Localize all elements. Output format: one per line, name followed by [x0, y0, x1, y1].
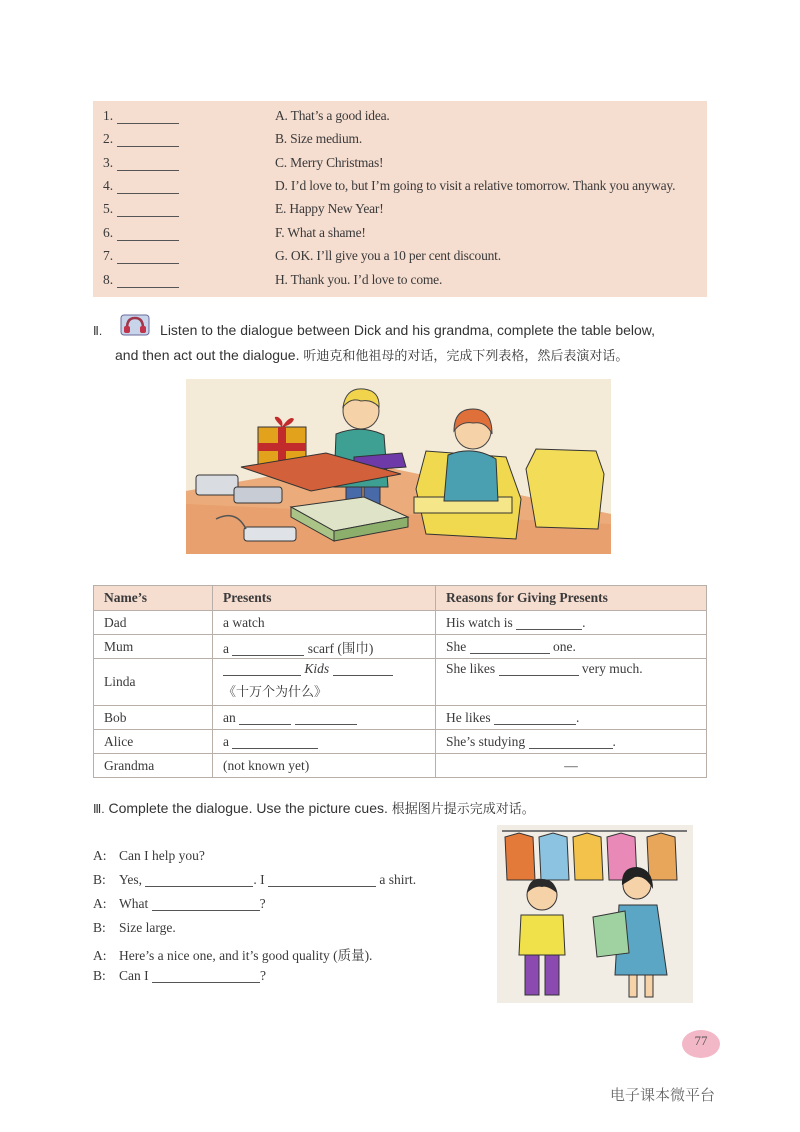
dialogue-line: A: Here’s a nice one, and it’s good quality (质量).	[93, 948, 373, 963]
answer-blank[interactable]	[470, 639, 550, 654]
table-row	[94, 706, 707, 730]
answer-blank[interactable]	[223, 661, 301, 676]
listening-headphone-icon	[118, 312, 152, 338]
answer-blank[interactable]	[333, 661, 393, 676]
answer-blank[interactable]	[239, 710, 291, 725]
row-reason: She’s studying .	[436, 730, 707, 754]
answer-blank[interactable]	[529, 734, 613, 749]
answer-blank[interactable]	[117, 131, 179, 147]
dialogue-line: A: Can I help you?	[93, 848, 205, 863]
table-row	[94, 611, 707, 635]
section-3-title	[93, 798, 535, 817]
option-text: B. Size medium.	[275, 131, 362, 146]
row-reason: He likes .	[436, 706, 707, 730]
answer-blank[interactable]	[268, 872, 376, 887]
item-number: 8.	[103, 268, 179, 291]
answer-blank[interactable]	[145, 872, 253, 887]
answer-blank[interactable]	[117, 178, 179, 194]
item-number: 1.	[103, 104, 179, 127]
instruction-line-2-chinese: 听迪克和他祖母的对话，完成下列表格，然后表演对话。	[303, 348, 629, 363]
match-row	[93, 104, 707, 127]
answer-blank[interactable]	[295, 710, 357, 725]
match-row	[93, 244, 707, 267]
answer-blank[interactable]	[117, 272, 179, 288]
section-2-numeral: Ⅱ.	[93, 324, 103, 338]
table-row	[94, 635, 707, 659]
row-name: Bob	[94, 706, 213, 730]
row-present: a watch	[213, 611, 436, 635]
answer-blank[interactable]	[117, 201, 179, 217]
match-row	[93, 127, 707, 150]
option-text: D. I’d love to, but I’m going to visit a relative tomorrow. Thank you anyway.	[275, 178, 676, 193]
shirt-shop-illustration	[497, 825, 693, 1003]
match-row	[93, 268, 707, 291]
table-row	[94, 659, 707, 706]
row-reason: She one.	[436, 635, 707, 659]
item-number: 5.	[103, 197, 179, 220]
dialogue-line: B: Can I ?	[93, 968, 266, 983]
row-present: Kids 《十万个为什么》	[213, 659, 436, 706]
dialogue-line: A: What ?	[93, 896, 266, 911]
instruction-line-1: Listen to the dialogue between Dick and his grandma, complete the table below,	[160, 322, 656, 338]
row-present: (not known yet)	[213, 754, 436, 778]
answer-blank[interactable]	[117, 225, 179, 241]
row-name: Alice	[94, 730, 213, 754]
row-name: Mum	[94, 635, 213, 659]
answer-blank[interactable]	[117, 108, 179, 124]
shirt-shop-drawing	[497, 825, 693, 1003]
gift-scene-drawing	[186, 379, 611, 554]
row-name: Linda	[94, 659, 213, 706]
item-number: 4.	[103, 174, 179, 197]
item-number: 6.	[103, 221, 179, 244]
item-number: 7.	[103, 244, 179, 267]
option-text: C. Merry Christmas!	[275, 155, 384, 170]
match-row	[93, 151, 707, 174]
row-reason: His watch is .	[436, 611, 707, 635]
item-number: 3.	[103, 151, 179, 174]
header-name: Name’s	[94, 586, 213, 611]
header-presents: Presents	[213, 586, 436, 611]
header-reasons: Reasons for Giving Presents	[436, 586, 707, 611]
section-3-instruction-chinese: 根据图片提示完成对话。	[391, 801, 535, 816]
table-row	[94, 754, 707, 778]
table-header-row	[94, 586, 707, 611]
answer-blank[interactable]	[152, 896, 260, 911]
item-number: 2.	[103, 127, 179, 150]
section-2-instructions	[93, 318, 723, 368]
row-name: Grandma	[94, 754, 213, 778]
row-present: an	[213, 706, 436, 730]
match-row	[93, 197, 707, 220]
matching-exercise-box	[93, 101, 707, 297]
match-row	[93, 221, 707, 244]
match-row	[93, 174, 707, 197]
page-number: 77	[682, 1030, 720, 1058]
table-row	[94, 730, 707, 754]
row-present: a scarf (围巾)	[213, 635, 436, 659]
option-text: A. That’s a good idea.	[275, 108, 390, 123]
option-text: E. Happy New Year!	[275, 201, 384, 216]
answer-blank[interactable]	[494, 710, 576, 725]
row-name: Dad	[94, 611, 213, 635]
option-text: G. OK. I’ll give you a 10 per cent discount.	[275, 248, 501, 263]
answer-blank[interactable]	[117, 248, 179, 264]
presents-table	[93, 585, 707, 778]
instruction-line-2: and then act out the dialogue.	[115, 347, 300, 363]
answer-blank[interactable]	[152, 968, 260, 983]
section-3-instruction: Complete the dialogue. Use the picture cues.	[108, 800, 388, 816]
row-present: a	[213, 730, 436, 754]
section-3-numeral: Ⅲ.	[93, 802, 105, 816]
row-reason: She likes very much.	[436, 659, 707, 706]
answer-blank[interactable]	[516, 615, 582, 630]
watermark-text: 电子课本微平台	[610, 1086, 716, 1104]
gift-scene-illustration	[186, 379, 611, 554]
answer-blank[interactable]	[499, 661, 579, 676]
row-reason: —	[436, 754, 707, 778]
answer-blank[interactable]	[232, 641, 304, 656]
option-text: H. Thank you. I’d love to come.	[275, 272, 443, 287]
answer-blank[interactable]	[232, 734, 318, 749]
answer-blank[interactable]	[117, 155, 179, 171]
option-text: F. What a shame!	[275, 225, 366, 240]
dialogue-line: B: Yes, . I a shirt.	[93, 872, 417, 887]
dialogue-line: B: Size large.	[93, 920, 176, 935]
